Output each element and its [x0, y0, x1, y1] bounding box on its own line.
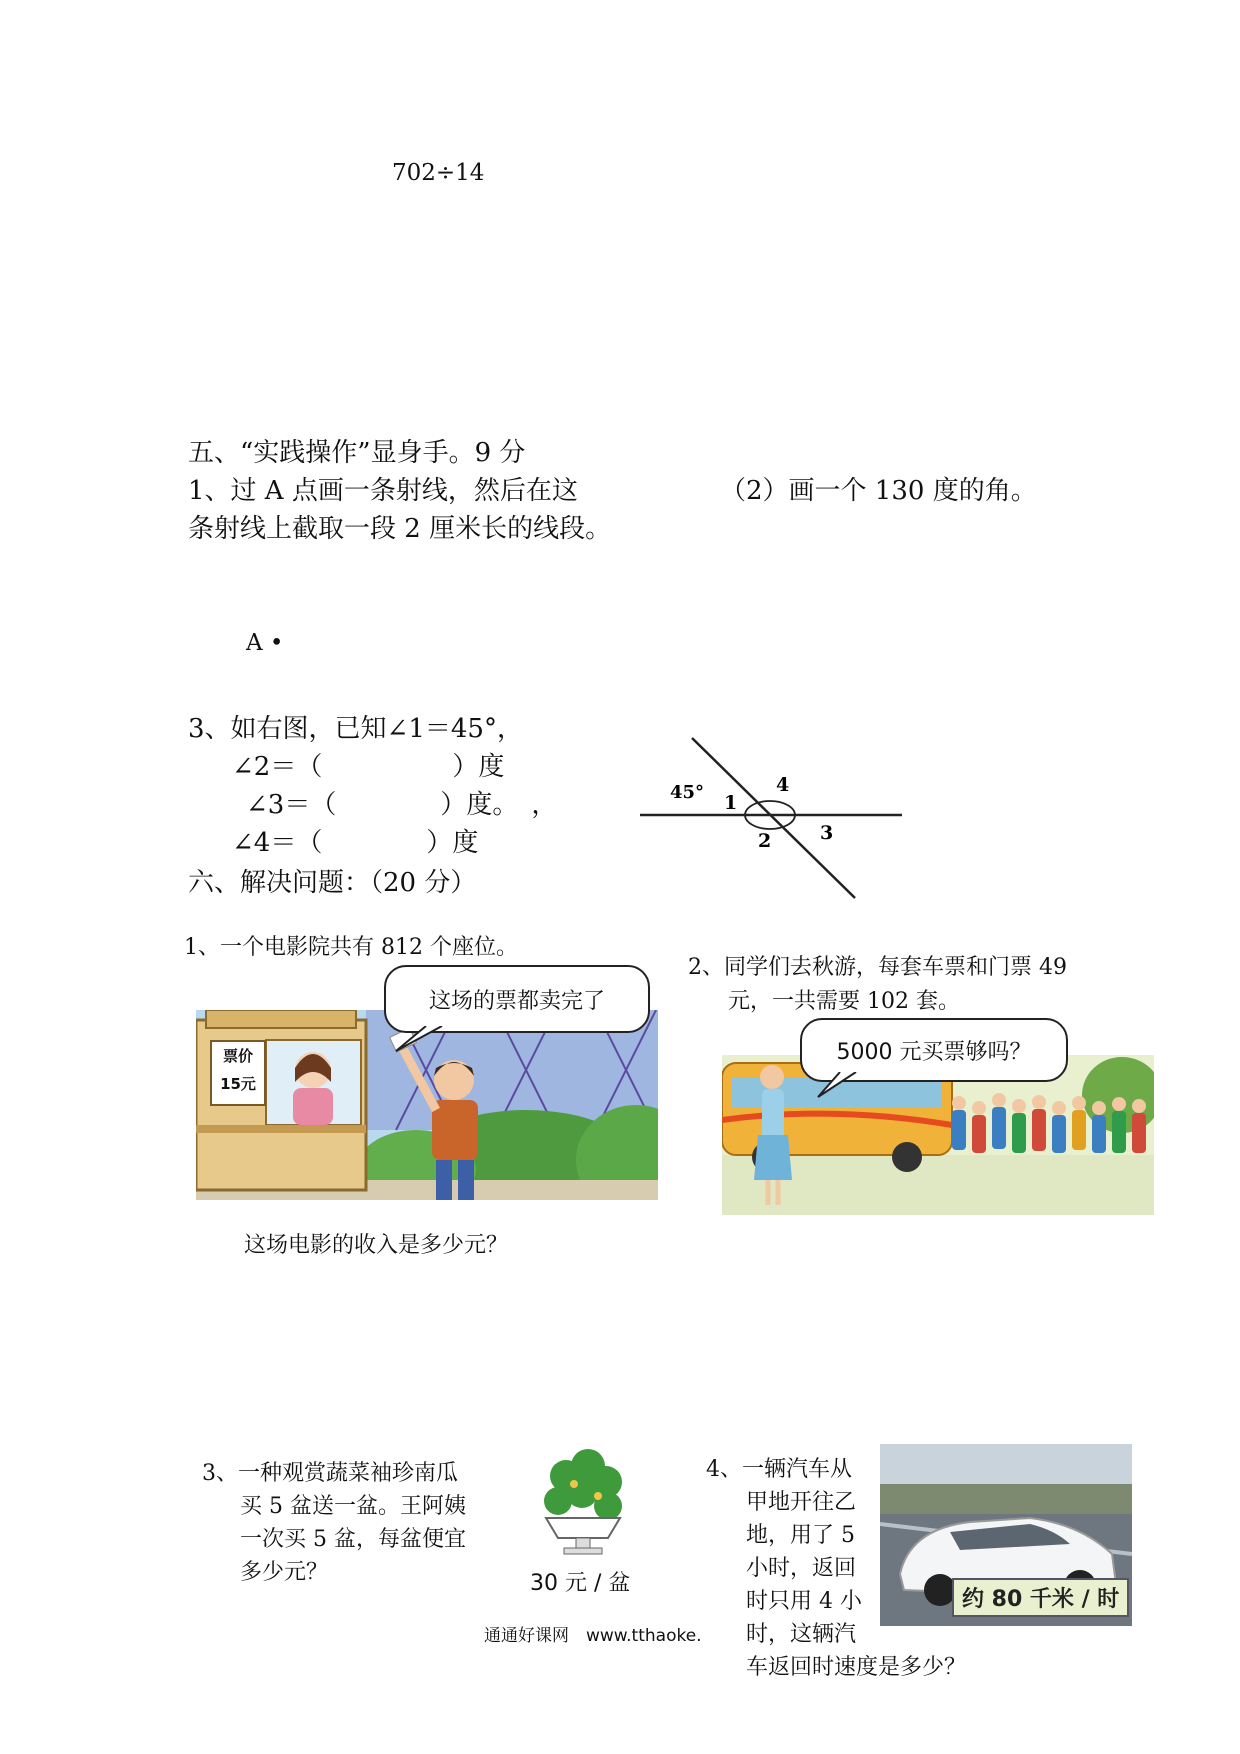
- speed-label: 约 80 千米 / 时: [952, 1578, 1129, 1617]
- p1-speech-bubble: [384, 965, 650, 1033]
- p4-line6: 时，这辆汽: [746, 1622, 857, 1647]
- s5-q3-line2: ∠2＝（ ）度: [232, 752, 505, 782]
- p2-bubble-tail: [810, 1072, 860, 1102]
- label-angle-1: 1: [724, 792, 738, 814]
- s5-q1-line1: 1、过 A 点画一条射线，然后在这: [188, 476, 578, 506]
- p1-bubble-tail: [386, 1026, 446, 1056]
- sign-price: 15元: [220, 1075, 256, 1093]
- p3-line4: 多少元？: [240, 1560, 329, 1585]
- label-45: 45°: [670, 782, 705, 803]
- s5-q3-line4: ∠4＝（ ）度: [232, 828, 479, 858]
- label-angle-4: 4: [776, 774, 790, 796]
- p2-bubble-text: 5000 元买票够吗？: [836, 1039, 1032, 1065]
- p4-line1: 4、一辆汽车从: [706, 1457, 852, 1482]
- s5-q1-line2: 条射线上截取一段 2 厘米长的线段。: [188, 514, 612, 544]
- s5-q3-line3: ∠3＝（ ）度。 ，: [246, 790, 558, 820]
- p2-line1: 2、同学们去秋游，每套车票和门票 49: [688, 955, 1067, 980]
- footer-watermark: 通通好课网 www.tthaoke.: [484, 1626, 702, 1646]
- p3-line1: 3、一种观赏蔬菜袖珍南瓜: [202, 1461, 458, 1486]
- p4-line7: 车返回时速度是多少？: [746, 1655, 967, 1680]
- p4-line5: 时只用 4 小: [746, 1589, 862, 1614]
- p3-line3: 一次买 5 盆，每盆便宜: [240, 1527, 466, 1552]
- p1-bubble-text: 这场的票都卖完了: [428, 988, 605, 1014]
- point-a-label: A •: [246, 630, 284, 656]
- ticket-price-sign: [210, 1040, 266, 1106]
- p3-price: 30 元 / 盆: [530, 1571, 631, 1596]
- p4-line4: 小时，返回: [746, 1556, 857, 1581]
- division-problem: 702÷14: [392, 160, 485, 186]
- potted-pumpkin-plant-image: [538, 1446, 628, 1558]
- angle-diagram: [640, 735, 910, 905]
- label-angle-3: 3: [820, 822, 834, 844]
- p1-text: 1、一个电影院共有 812 个座位。: [184, 935, 518, 960]
- sign-title: 票价: [222, 1047, 253, 1065]
- p4-line2: 甲地开往乙: [746, 1490, 857, 1515]
- p4-line3: 地，用了 5: [746, 1523, 855, 1548]
- s5-q2: （2）画一个 130 度的角。: [720, 476, 1037, 506]
- section6-heading: 六、解决问题：（20 分）: [188, 868, 477, 898]
- p3-line2: 买 5 盆送一盆。王阿姨: [240, 1494, 466, 1519]
- label-angle-2: 2: [758, 830, 772, 852]
- s5-q3-line1: 3、如右图，已知∠1＝45°，: [188, 714, 523, 744]
- car-photo: [880, 1444, 1132, 1626]
- p1-question: 这场电影的收入是多少元？: [244, 1233, 509, 1258]
- p2-line2: 元，一共需要 102 套。: [728, 989, 960, 1014]
- section5-heading: 五、“实践操作”显身手。9 分: [188, 438, 526, 468]
- transversal-line: [692, 738, 855, 898]
